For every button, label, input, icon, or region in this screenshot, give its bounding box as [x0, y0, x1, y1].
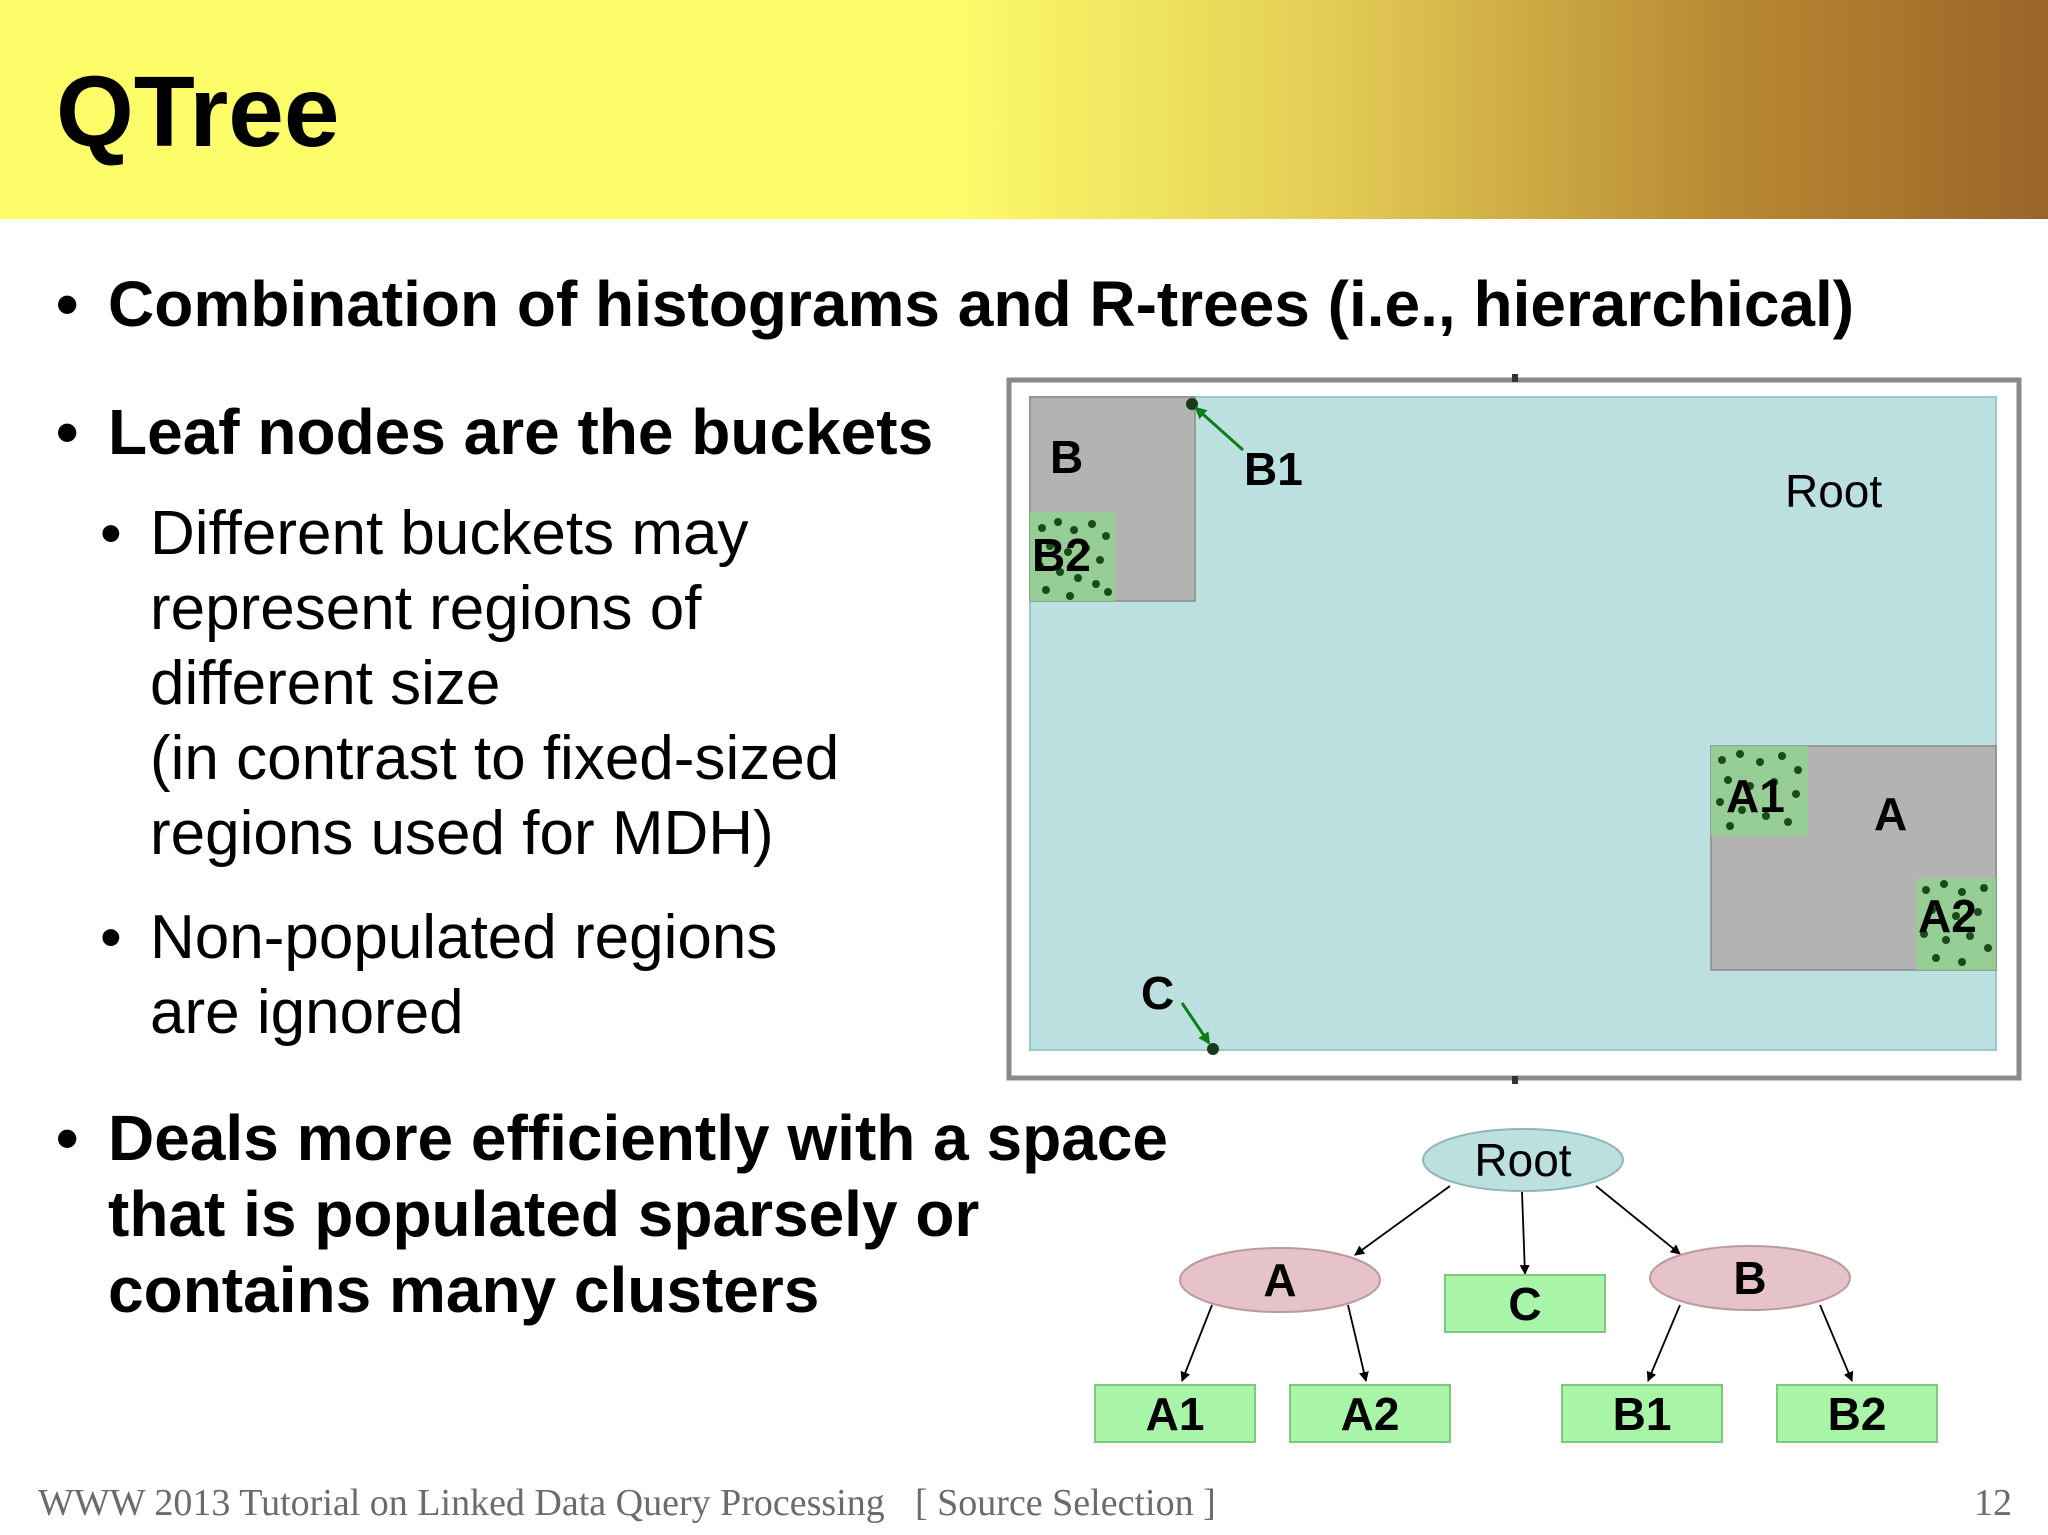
tree-label-b1: B1	[1612, 1388, 1672, 1440]
region-label-a: A	[1874, 788, 1908, 840]
tree-label-a2: A2	[1340, 1388, 1400, 1440]
footer-page-number: 12	[1974, 1482, 2012, 1524]
bullet-text: Different buckets may represent regions of different size (in contrast to fixed-sized regions used for MDH)	[150, 499, 840, 868]
bullet-dot: •	[56, 396, 79, 468]
footer-tutorial: WWW 2013 Tutorial on Linked Data Query Processing	[38, 1482, 885, 1524]
bullet-text: Deals more efficiently with a space that is populated sparsely or contains many clusters	[108, 1102, 1168, 1326]
region-label-a1: A1	[1726, 770, 1785, 822]
tree-label-a1: A1	[1145, 1388, 1205, 1440]
tree-label-b2: B2	[1827, 1388, 1887, 1440]
tick-mark	[1512, 1076, 1518, 1084]
bullet-dot: •	[56, 268, 79, 340]
footer-section: [ Source Selection ]	[915, 1482, 1216, 1524]
region-label-c: C	[1141, 967, 1175, 1019]
tree-label-b: B	[1733, 1252, 1767, 1304]
tree-diagram	[1095, 1129, 1937, 1442]
region-label-b: B	[1050, 431, 1084, 483]
region-label-b2: B2	[1032, 529, 1091, 581]
region-diagram	[1009, 374, 2019, 1084]
bullet-text: Combination of histograms and R-trees (i.e., hierarchical)	[108, 268, 1855, 340]
region-label-a2: A2	[1918, 890, 1977, 942]
tree-label-c: C	[1508, 1278, 1542, 1330]
slide-title: QTree	[56, 56, 340, 168]
bullet-text: Non-populated regions are ignored	[150, 903, 778, 1047]
bullet-dot: •	[100, 903, 122, 972]
tree-label-a: A	[1263, 1254, 1297, 1306]
tick-mark	[1512, 374, 1518, 382]
bullet-text: Leaf nodes are the buckets	[108, 396, 934, 468]
bullet-dot: •	[100, 499, 122, 568]
region-label-b1: B1	[1244, 443, 1303, 495]
c-point	[1207, 1043, 1219, 1055]
region-label-root: Root	[1785, 465, 1883, 517]
bullet-dot: •	[56, 1102, 79, 1174]
tree-label-root: Root	[1474, 1134, 1572, 1186]
